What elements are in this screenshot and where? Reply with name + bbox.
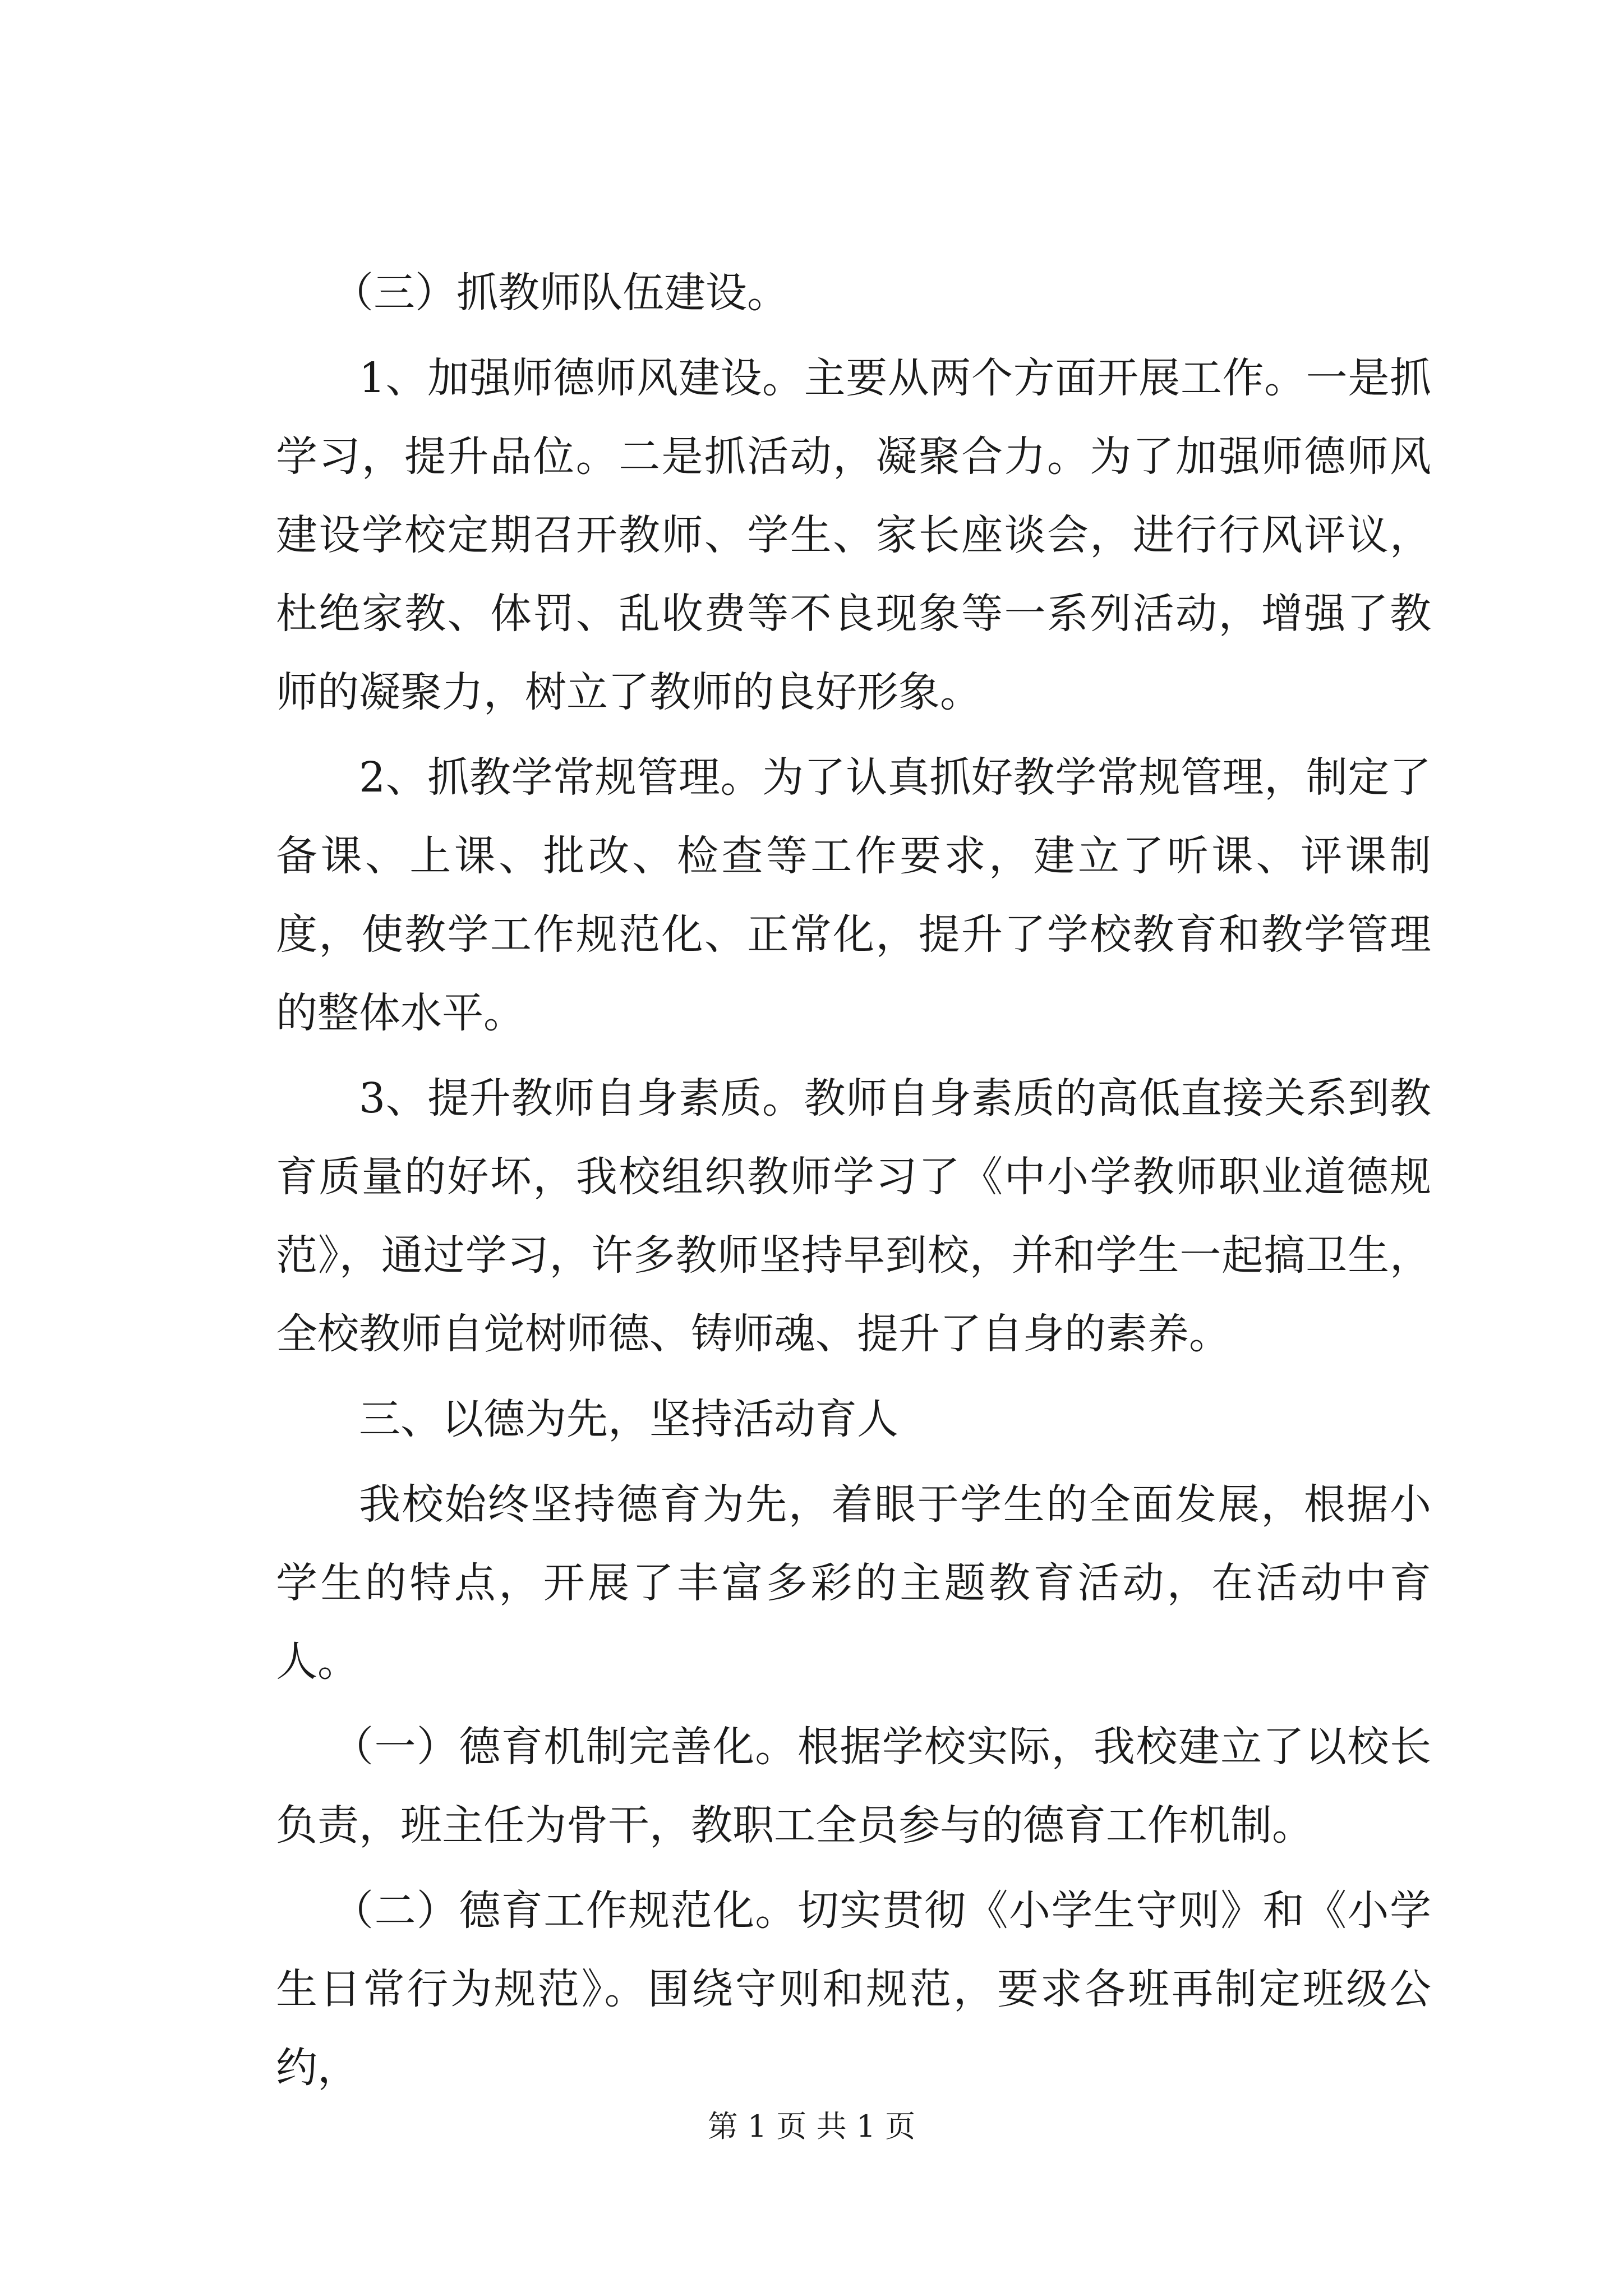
paragraph-moral-mechanism: （一）德育机制完善化。根据学校实际，我校建立了以校长负责，班主任为骨干，教职工全员参与的德育工作机制。	[276, 1723, 1431, 1849]
paragraph-teacher-quality: 3、提升教师自身素质。教师自身素质的高低直接关系到教育质量的好坏，我校组织教师学习了《中小学教师职业道德规范》，通过学习，许多教师坚持早到校，并和学生一起搞卫生，全校教师自觉树师德、铸师魂、提升了自身的素养。	[276, 1074, 1431, 1358]
paragraph-ethics: 1、加强师德师风建设。主要从两个方面开展工作。一是抓学习，提升品位。二是抓活动，凝聚合力。为了加强师德师风建设学校定期召开教师、学生、家长座谈会，进行行风评议，杜绝家教、体罚、乱收费等不良现象等一系列活动，增强了教师的凝聚力，树立了教师的良好形象。	[276, 354, 1431, 716]
section-heading-teacher-team: （三）抓教师队伍建设。	[332, 269, 789, 317]
paragraph-moral-education: 我校始终坚持德育为先，着眼于学生的全面发展，根据小学生的特点，开展了丰富多彩的主题教育活动，在活动中育人。	[276, 1480, 1431, 1686]
page-footer: 第 1 页 共 1 页	[707, 2109, 916, 2144]
paragraph-teaching-routine: 2、抓教学常规管理。为了认真抓好教学常规管理，制定了备课、上课、批改、检查等工作要求，建立了听课、评课制度，使教学工作规范化、正常化，提升了学校教育和教学管理的整体水平。	[276, 753, 1431, 1037]
document-body	[276, 254, 1431, 2114]
paragraph-moral-standard: （二）德育工作规范化。切实贯彻《小学生守则》和《小学生日常行为规范》。围绕守则和规范，要求各班再制定班级公约，	[276, 1887, 1431, 2092]
section-heading-moral-first: 三、以德为先，坚持活动育人	[359, 1395, 898, 1443]
